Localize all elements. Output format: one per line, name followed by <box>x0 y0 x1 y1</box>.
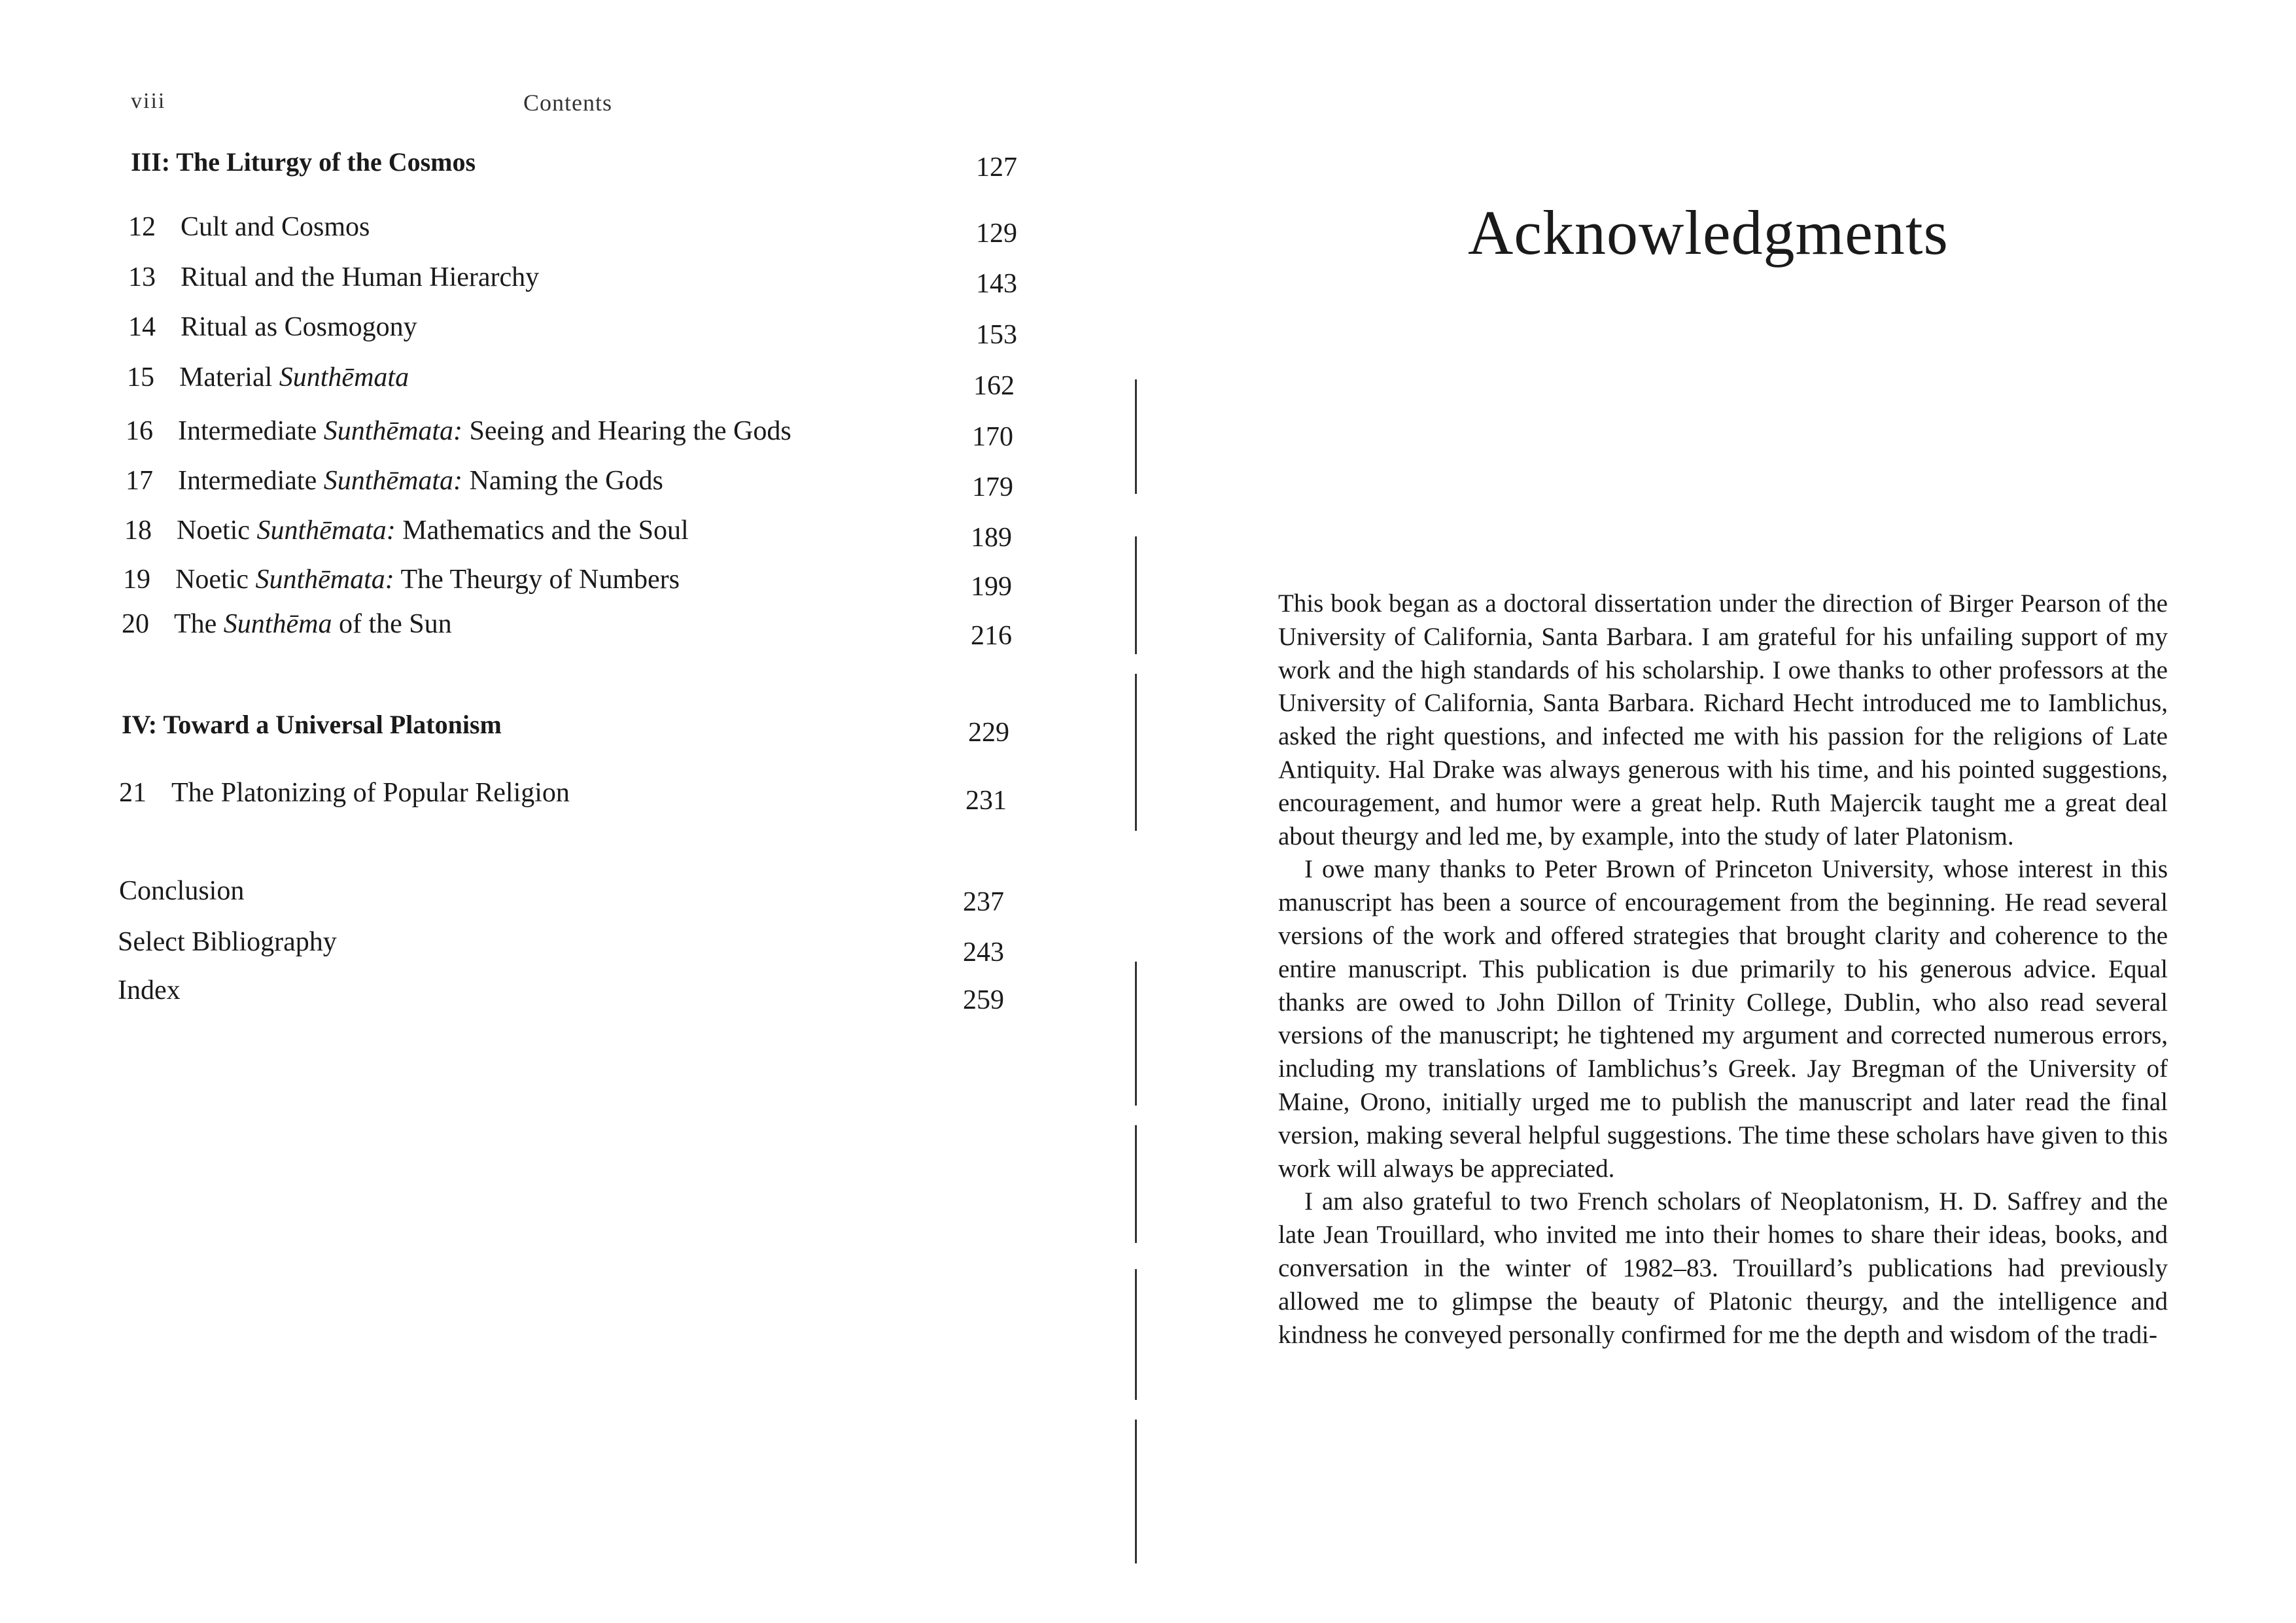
toc-part-heading: III: The Liturgy of the Cosmos <box>131 147 476 177</box>
gutter-line <box>1135 1269 1137 1400</box>
toc-page-number: 237 <box>963 887 1004 917</box>
toc-page-number: 229 <box>968 718 1009 748</box>
gutter-line <box>1135 379 1137 494</box>
chapter-title-rest: Mathematics and the Soul <box>395 515 689 546</box>
toc-page-number: 216 <box>971 621 1012 651</box>
toc-entry <box>128 262 539 293</box>
contents-page <box>0 0 1112 1623</box>
chapter-number: 12 <box>128 212 156 242</box>
chapter-title: Cult and Cosmos <box>181 212 370 242</box>
toc-page-number: 189 <box>971 523 1012 553</box>
chapter-title-italic: Sunthēmata: <box>323 466 463 496</box>
gutter-line <box>1135 536 1137 654</box>
toc-page-number: 127 <box>976 152 1017 183</box>
paragraph: I owe many thanks to Peter Brown of Princeton University, whose interest in this manuscript has been a source of encouragement from the beginning. He read several versions of the work and offered strategies that brought clarity and coherence to the entire manuscript. This publication is due primarily to his generous advice. Equal thanks are owed to John Dillon of Trinity College, Dublin, who also read several versions of the manuscript; he tightened my argument and corrected numerous errors, including my translations of Iamblichus’s Greek. Jay Bregman of the University of Maine, Orono, initially urged me to publish the manuscript and later read the final version, making several helpful suggestions. The time these scholars have given to this work will always be appreciated. <box>1278 855 2168 1183</box>
chapter-title-italic: Sunthēma <box>223 609 332 639</box>
folio: viii <box>131 89 166 113</box>
chapter-title-italic: Sunthēmata: <box>256 515 396 546</box>
chapter-title-rest: of the Sun <box>332 609 452 639</box>
acknowledgments-body <box>1278 587 2168 1352</box>
chapter-number: 19 <box>123 565 150 595</box>
toc-page-number: 170 <box>972 422 1013 452</box>
chapter-title-italic: Sunthēmata: <box>255 565 394 595</box>
chapter-number: 15 <box>127 362 154 393</box>
chapter-title: Noetic <box>175 565 256 595</box>
toc-backmatter-title: Index <box>118 975 181 1005</box>
chapter-number: 17 <box>126 466 153 496</box>
chapter-number: 16 <box>126 416 153 446</box>
toc-page-number: 231 <box>965 786 1007 816</box>
chapter-title: The Platonizing of Popular Religion <box>171 778 570 808</box>
toc-page-number: 243 <box>963 937 1004 968</box>
gutter-line <box>1135 962 1137 1106</box>
chapter-title: Ritual as Cosmogony <box>181 312 417 342</box>
chapter-title: Material <box>179 362 279 393</box>
toc-page-number: 199 <box>971 572 1012 602</box>
chapter-title-italic: Sunthēmata <box>279 362 409 393</box>
chapter-title: Ritual and the Human Hierarchy <box>181 262 540 292</box>
toc-part-heading: IV: Toward a Universal Platonism <box>122 710 502 739</box>
chapter-title: Noetic <box>177 515 257 546</box>
toc-entry <box>127 362 409 393</box>
toc-entry <box>128 311 417 343</box>
gutter-line <box>1135 674 1137 831</box>
toc-entry <box>122 608 452 640</box>
chapter-title-rest: Naming the Gods <box>462 466 663 496</box>
toc-backmatter-title: Select Bibliography <box>118 927 337 957</box>
toc-entry <box>128 211 370 243</box>
chapter-number: 13 <box>128 262 156 292</box>
toc-page-number: 129 <box>976 218 1017 249</box>
toc-page-number: 153 <box>976 320 1017 350</box>
chapter-number: 14 <box>128 312 156 342</box>
toc-entry <box>126 415 791 447</box>
chapter-title-rest: The Theurgy of Numbers <box>394 565 680 595</box>
running-head-title: Contents <box>523 90 613 116</box>
chapter-title-italic: Sunthēmata: <box>323 416 463 446</box>
toc-entry <box>126 465 663 497</box>
paragraph: This book began as a doctoral dissertation under the direction of Birger Pearson of the University of California, Santa Barbara. I am grateful for his unfailing support of my work and the high standards of his scholarship. I owe thanks to other professors at the University of California, Santa Barbara. Richard Hecht introduced me to Iamblichus, asked the right questions, and infected me with his passion for the religions of Late Antiquity. Hal Drake was always generous with his time, and his pointed suggestions, encouragement, and humor were a great help. Ruth Majercik taught me a great deal about theurgy and led me, by example, into the study of later Platonism. <box>1278 589 2168 850</box>
chapter-title-rest: Seeing and Hearing the Gods <box>462 416 791 446</box>
toc-entry <box>124 515 689 546</box>
chapter-number: 21 <box>119 778 147 808</box>
toc-page-number: 179 <box>972 472 1013 502</box>
toc-page-number: 259 <box>963 985 1004 1015</box>
toc-backmatter-title: Conclusion <box>119 876 245 906</box>
toc-page-number: 162 <box>973 371 1015 401</box>
chapter-title: Intermediate <box>178 466 324 496</box>
gutter-line <box>1135 1125 1137 1243</box>
toc-page-number: 143 <box>976 269 1017 299</box>
toc-entry <box>123 564 680 595</box>
page-title: Acknowledgments <box>1468 198 1949 268</box>
chapter-title: Intermediate <box>178 416 324 446</box>
chapter-number: 20 <box>122 609 149 639</box>
chapter-number: 18 <box>124 515 152 546</box>
chapter-title: The <box>174 609 224 639</box>
gutter-line <box>1135 1420 1137 1563</box>
paragraph: I am also grateful to two French scholars of Neoplatonism, H. D. Saffrey and the late Jean Trouillard, who invited me into their homes to share their ideas, books, and conversation in the winter of 1982–83. Trouillard’s publications had previously allowed me to glimpse the beauty of Platonic theurgy, and the intelligence and kindness he conveyed personally confirmed for me the depth and wisdom of the tradi- <box>1278 1187 2168 1349</box>
toc-entry <box>119 777 570 809</box>
